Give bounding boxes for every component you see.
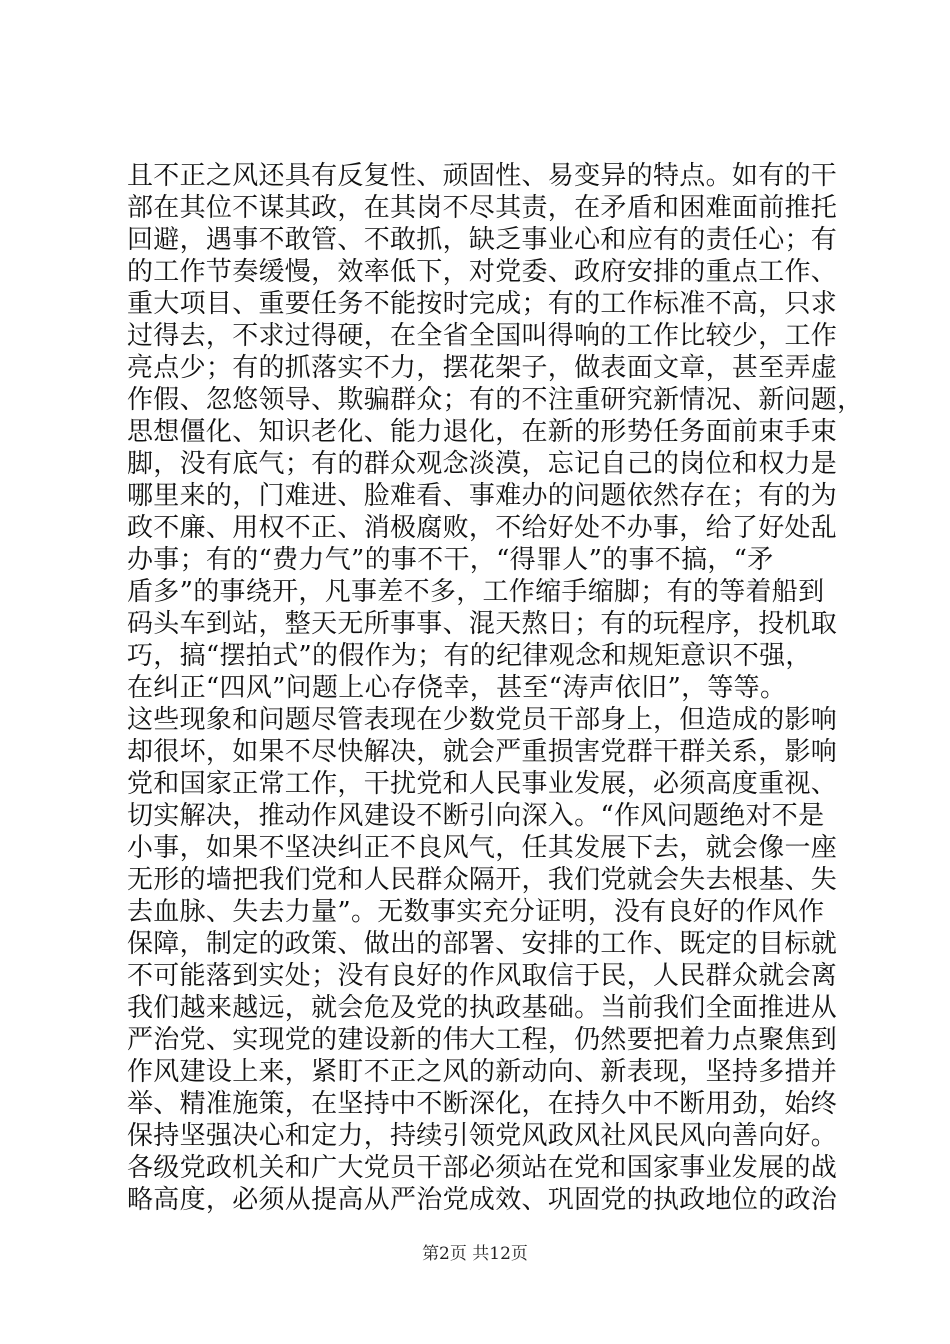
text-line: 作假、忽悠领导、欺骗群众；有的不注重研究新情况、新问题， [127,385,864,415]
text-line: 盾多”的事绕开，凡事差不多，工作缩手缩脚；有的等着船到 [127,577,825,607]
text-line: 脚，没有底气；有的群众观念淡漠，忘记自己的岗位和权力是 [127,449,838,479]
text-line: 码头车到站，整天无所事事、混天熬日；有的玩程序，投机取 [127,609,838,639]
text-line: 在纠正“四风”问题上心存侥幸，甚至“涛声依旧”，等等。 [127,673,787,703]
text-line: 无形的墙把我们党和人民群众隔开，我们党就会失去根基、失 [127,865,838,895]
text-line: 的工作节奏缓慢，效率低下，对党委、政府安排的重点工作、 [127,257,838,287]
text-line: 不可能落到实处；没有良好的作风取信于民，人民群众就会离 [127,961,838,991]
text-line: 保障，制定的政策、做出的部署、安排的工作、既定的目标就 [127,929,838,959]
text-line: 去血脉、失去力量”。无数事实充分证明，没有良好的作风作 [127,897,825,927]
text-line: 各级党政机关和广大党员干部必须站在党和国家事业发展的战 [127,1153,838,1183]
text-line: 重大项目、重要任务不能按时完成；有的工作标准不高，只求 [127,289,838,319]
text-line: 小事，如果不坚决纠正不良风气，任其发展下去，就会像一座 [127,833,838,863]
text-line: 我们越来越远，就会危及党的执政基础。当前我们全面推进从 [127,993,838,1023]
text-line: 办事；有的“费力气”的事不干，“得罪人”的事不搞，“矛 [127,545,774,575]
text-line: 思想僵化、知识老化、能力退化，在新的形势任务面前束手束 [127,417,838,447]
text-line: 过得去，不求过得硬，在全省全国叫得响的工作比较少，工作 [127,321,838,351]
text-line: 政不廉、用权不正、消极腐败，不给好处不办事，给了好处乱 [127,513,838,543]
text-line: 且不正之风还具有反复性、顽固性、易变异的特点。如有的干 [127,161,838,191]
body-text [127,160,864,1216]
text-line: 严治党、实现党的建设新的伟大工程，仍然要把着力点聚焦到 [127,1025,838,1055]
text-line: 切实解决，推动作风建设不断引向深入。“作风问题绝对不是 [127,801,825,831]
text-line: 部在其位不谋其政，在其岗不尽其责，在矛盾和困难面前推托 [127,193,838,223]
text-line: 举、精准施策，在坚持中不断深化，在持久中不断用劲，始终 [127,1089,838,1119]
text-line: 却很坏，如果不尽快解决，就会严重损害党群干群关系，影响 [127,737,838,767]
text-line: 保持坚强决心和定力，持续引领党风政风社风民风向善向好。 [127,1121,838,1151]
text-line: 回避，遇事不敢管、不敢抓，缺乏事业心和应有的责任心；有 [127,225,838,255]
text-line: 哪里来的，门难进、脸难看、事难办的问题依然存在；有的为 [127,481,838,511]
text-line: 亮点少；有的抓落实不力，摆花架子，做表面文章，甚至弄虚 [127,353,838,383]
text-line: 巧，搞“摆拍式”的假作为；有的纪律观念和规矩意识不强， [127,641,812,671]
page-number-footer: 第2页 共12页 [422,1244,528,1264]
text-line: 作风建设上来，紧盯不正之风的新动向、新表现，坚持多措并 [127,1057,838,1087]
text-line: 党和国家正常工作，干扰党和人民事业发展，必须高度重视、 [127,769,838,799]
text-line: 这些现象和问题尽管表现在少数党员干部身上，但造成的影响 [127,705,838,735]
text-line: 略高度，必须从提高从严治党成效、巩固党的执政地位的政治 [127,1185,838,1215]
